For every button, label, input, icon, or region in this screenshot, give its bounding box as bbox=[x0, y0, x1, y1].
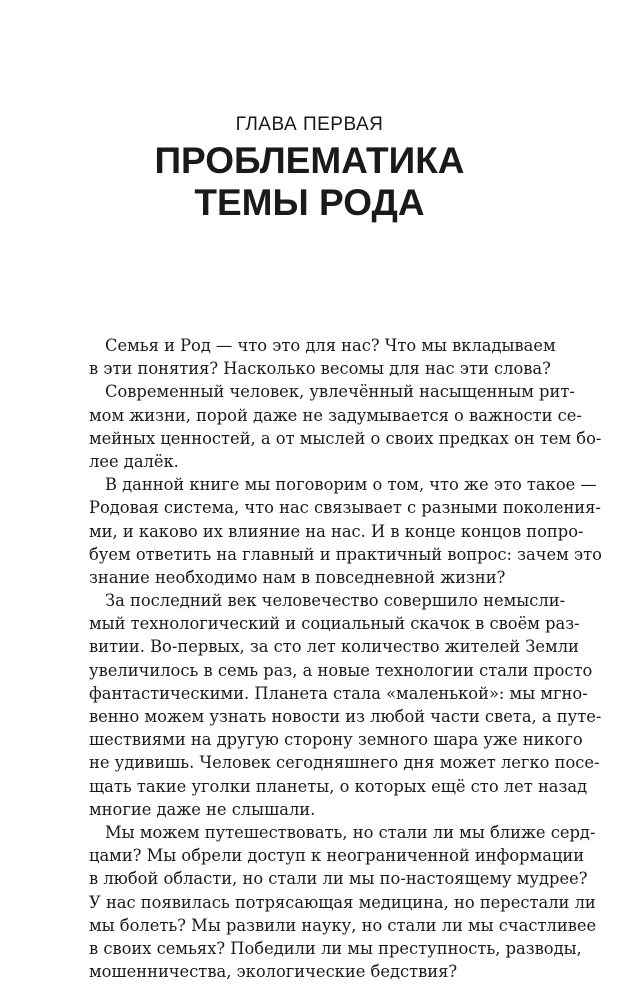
text-line: в эти понятия? Насколько весомы для нас эти слова? bbox=[89, 359, 551, 379]
text-line: фантастическими. Планета стала «маленькой»: мы мгно- bbox=[89, 683, 588, 703]
text-line: Современный человек, увлечённый насыщенным рит- bbox=[105, 382, 575, 402]
text-line: У нас появилась потрясающая медицина, но перестали ли bbox=[89, 892, 596, 912]
text-line: шествиями на другую сторону земного шара уже никого bbox=[89, 730, 583, 750]
text-line: цами? Мы обрели доступ к неограниченной информации bbox=[89, 846, 585, 866]
text-line: витии. Во-первых, за сто лет количество жителей Земли bbox=[89, 637, 579, 657]
text-line: увеличилось в семь раз, а новые технологии стали просто bbox=[89, 660, 593, 680]
text-line: буем ответить на главный и практичный вопрос: зачем это bbox=[89, 544, 602, 564]
text-line: Родовая система, что нас связывает с разными поколения- bbox=[89, 498, 601, 518]
chapter-label: ГЛАВА ПЕРВАЯ bbox=[235, 114, 384, 135]
text-line: не удивишь. Человек сегодняшнего дня может легко посе- bbox=[89, 753, 600, 773]
text-line: щать такие уголки планеты, о которых ещё сто лет назад bbox=[89, 776, 588, 796]
text-line: знание необходимо нам в повседневной жизни? bbox=[89, 567, 506, 587]
text-line: мейных ценностей, а от мыслей о своих предках он тем бо- bbox=[89, 428, 602, 448]
text-line: многие даже не слышали. bbox=[89, 799, 316, 819]
text-line: венно можем узнать новости из любой части света, а путе- bbox=[89, 707, 602, 726]
text-line: лее далёк. bbox=[89, 451, 179, 471]
text-line: В данной книге мы поговорим о том, что же это такое — bbox=[105, 475, 597, 495]
chapter-title-line: ПРОБЛЕМАТИКА bbox=[154, 140, 465, 181]
text-line: в любой области, но стали ли мы по-настоящему мудрее? bbox=[89, 869, 588, 889]
text-line: ми, и каково их влияние на нас. И в конце концов попро- bbox=[89, 521, 584, 541]
text-line: За последний век человечество совершило немысли- bbox=[105, 591, 566, 611]
chapter-title-line: ТЕМЫ РОДА bbox=[194, 182, 425, 223]
text-line: мом жизни, порой даже не задумывается о важности се- bbox=[89, 405, 582, 425]
text-line: мошенничества, экологические бедствия? bbox=[89, 962, 458, 982]
chapter-title bbox=[0, 140, 619, 224]
text-line: Семья и Род — что это для нас? Что мы вкладываем bbox=[105, 336, 556, 355]
body-text bbox=[89, 334, 602, 983]
text-line: Мы можем путешествовать, но стали ли мы ближе серд- bbox=[105, 822, 596, 842]
text-line: мы болеть? Мы развили науку, но стали ли мы счастливее bbox=[89, 915, 597, 935]
text-line: в своих семьях? Победили ли мы преступность, разводы, bbox=[89, 938, 582, 958]
text-line: мый технологический и социальный скачок в своём раз- bbox=[89, 614, 580, 634]
